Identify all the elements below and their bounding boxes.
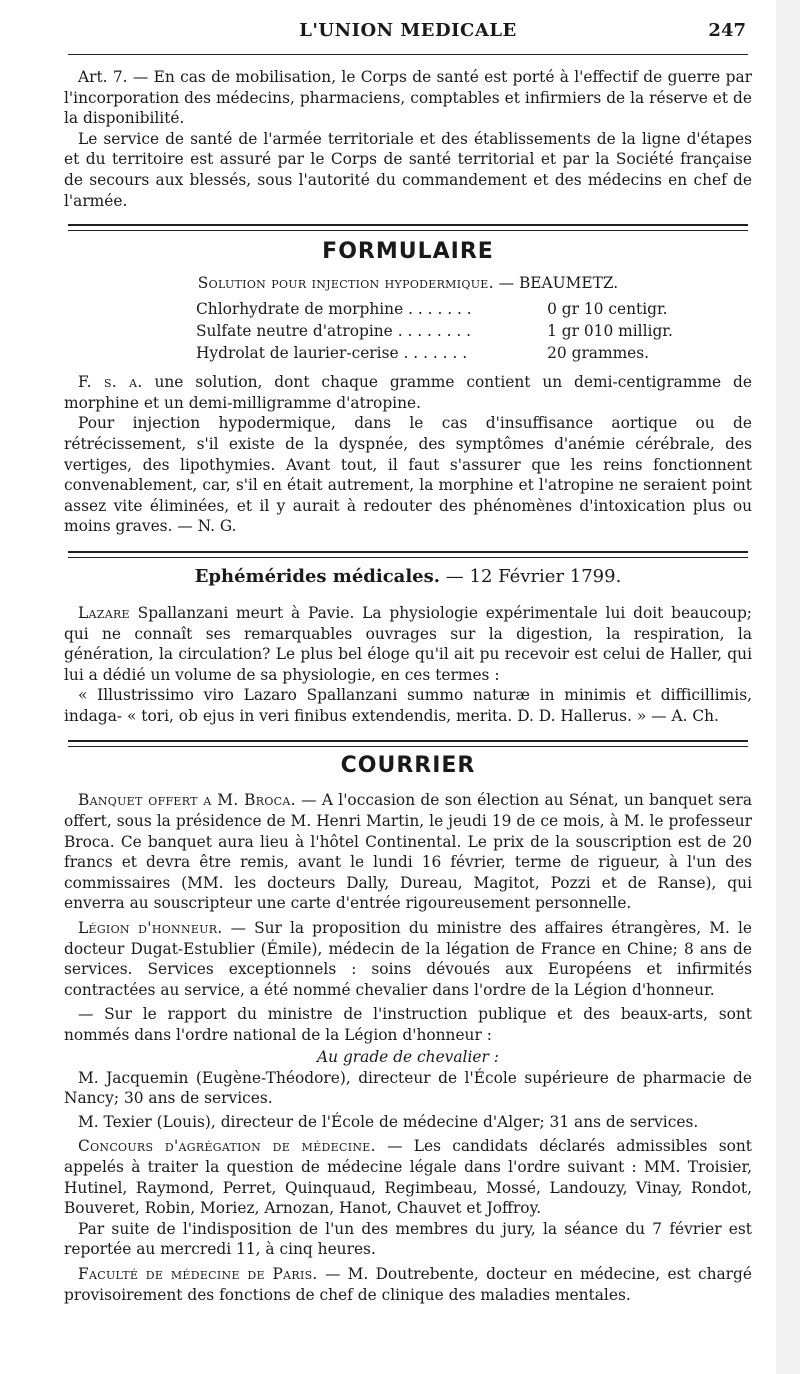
art7-text-1: En cas de mobilisation, le Corps de santé est porté à l'effectif de guerre par l'incorporation des médecins, pharmaciens, comptables et infirmiers de la réserve et de la disponibilité. bbox=[64, 68, 752, 128]
page-number: 247 bbox=[708, 20, 746, 41]
prescription-row bbox=[196, 298, 696, 320]
ephemerides-title bbox=[64, 566, 752, 587]
ingredient-name: Hydrolat de laurier-cerise . . . . . . . bbox=[196, 344, 468, 363]
formulaire-title: FORMULAIRE bbox=[322, 239, 494, 265]
banquet-lead: Banquet offert a M. Broca. bbox=[78, 791, 296, 810]
courrier-section bbox=[64, 753, 752, 1305]
ephemerides-paragraph bbox=[64, 603, 752, 685]
article-7 bbox=[64, 67, 752, 211]
page-header bbox=[64, 0, 752, 54]
ingredient-name: Sulfate neutre d'atropine . . . . . . . . bbox=[196, 322, 472, 341]
art7-paragraph-1 bbox=[64, 67, 752, 129]
courrier-paragraph-banquet bbox=[64, 790, 752, 914]
ingredient-quantity: 1 gr 010 milligr. bbox=[547, 322, 673, 341]
formulaire-paragraph-1 bbox=[64, 372, 752, 413]
faculte-lead: Faculté de médecine de Paris. bbox=[78, 1264, 318, 1283]
scan-edge bbox=[776, 0, 800, 1374]
formulaire-subtitle-lead: Solution pour injection hypodermique. bbox=[197, 274, 494, 293]
ingredient-quantity: 0 gr 10 centigr. bbox=[547, 300, 668, 319]
courrier-paragraph-concours bbox=[64, 1136, 752, 1218]
ephemerides-section bbox=[64, 566, 752, 727]
faculte-text: — M. Doutrebente, docteur en médecine, est chargé provisoirement des fonctions de chef de clinique des maladies mentales. bbox=[64, 1264, 752, 1304]
courrier-paragraph-texier: M. Texier (Louis), directeur de l'École de médecine d'Alger; 31 ans de services. bbox=[78, 1112, 699, 1131]
formulaire-text-1: une solution, dont chaque gramme contient un demi-centigramme de morphine et un demi-milligramme d'atropine. bbox=[64, 373, 752, 412]
ephemerides-lead: Lazare bbox=[78, 603, 130, 622]
banquet-text: — A l'occasion de son élection au Sénat, un banquet sera offert, sous la présidence de M. Henri Martin, le jeudi 19 de ce mois, à M. le professeur Broca. Ce banquet aura lieu à l'hôtel Continental. Le prix de la souscription est de 20 francs et devra être remis, avant le lundi 16 février, terme de rigueur, à l'un des commissaires (MM. les docteurs Dally, Dureau, Magitot, Pozzi et de Ranse), qui enverra au souscripteur une carte d'entrée rigoureusement personnelle. bbox=[64, 791, 752, 913]
courrier-title: COURRIER bbox=[340, 753, 476, 779]
concours-text: — Les candidats déclarés admissibles sont appelés à traiter la question de médecine légale dans l'ordre suivant : MM. Troisier, Hutinel, Raymond, Perret, Quinquaud, Regimbeau, Mossé, Landouzy, Vinay, Rondot, Bouveret, Robin, Moriez, Arnozan, Hanot, Chauvet et Joffroy. bbox=[64, 1137, 752, 1218]
courrier-paragraph-rapport: — Sur le rapport du ministre de l'instruction publique et des beaux-arts, sont nommés dans l'ordre national de la Légion d'honneur : bbox=[64, 1005, 752, 1044]
page-content bbox=[64, 0, 752, 1305]
ephemerides-text: Spallanzani meurt à Pavie. La physiologie expérimentale lui doit beaucoup; qui ne connaît ses remarquables ouvrages sur la digestion, la respiration, la génération, la circulation? Le plus bel éloge qu'il ait pu recevoir est celui de Haller, qui lui a dédié un volume de sa physiologie, en ces termes : bbox=[64, 603, 752, 684]
formulaire-paragraph-2: Pour injection hypodermique, dans le cas d'insuffisance aortique ou de rétrécissement, s'il existe de la dyspnée, des symptômes d'anémie cérébrale, des vertiges, des lipothymies. Avant tout, il faut s'assurer que les reins fonctionnent convenablement, car, s'il en était autrement, la morphine et l'atropine ne seraient point assez vite éliminées, et il y aurait à redouter des phénomènes d'intoxication plus ou moins graves. — N. G. bbox=[64, 414, 752, 536]
courrier-paragraph-faculte bbox=[64, 1264, 752, 1305]
section-rule-ephemerides bbox=[68, 551, 748, 558]
prescription-row bbox=[196, 342, 696, 364]
concours-lead: Concours d'agrégation de médecine. bbox=[78, 1137, 376, 1156]
section-rule-formulaire bbox=[68, 224, 748, 231]
legion-lead: Légion d'honneur. bbox=[78, 919, 223, 938]
running-title: L'UNION MEDICALE bbox=[299, 20, 517, 41]
art7-lead: Art. 7. — bbox=[78, 68, 149, 86]
ephemerides-date: — 12 Février 1799. bbox=[445, 565, 622, 587]
prescription-table bbox=[196, 298, 696, 364]
courrier-paragraph-jury: Par suite de l'indisposition de l'un des membres du jury, la séance du 7 février est reportée au mercredi 11, à cinq heures. bbox=[64, 1219, 752, 1259]
formulaire-section bbox=[64, 239, 752, 537]
art7-paragraph-2: Le service de santé de l'armée territoriale et des établissements de la ligne d'étapes et du territoire est assuré par le Corps de santé territorial et par la Société française de secours aux blessés, sous l'autorité du commandement et des médecins en chef de l'armée. bbox=[64, 129, 752, 210]
ingredient-name: Chlorhydrate de morphine . . . . . . . bbox=[196, 300, 472, 319]
ingredient-quantity: 20 grammes. bbox=[547, 344, 650, 363]
haller-quote: « Illustrissimo viro Lazaro Spallanzani summo naturæ in minimis et difficillimis, indaga- « tori, ob ejus in veri finibus extendendis, merita. D. D. Hallerus. » — A. Ch. bbox=[64, 686, 752, 725]
formulaire-subtitle-author: — BEAUMETZ. bbox=[498, 274, 619, 293]
formulaire-lead: F. s. a. bbox=[78, 373, 143, 392]
ephemerides-heading: Ephémérides médicales. bbox=[194, 565, 441, 587]
legion-text: — Sur la proposition du ministre des affaires étrangères, M. le docteur Dugat-Estublier (Émile), médecin de la légation de France en Chine; 8 ans de services. Services exceptionnels : soins dévoués aux Européens et infirmités contractées au service, a été nommé chevalier dans l'ordre de la Légion d'honneur. bbox=[64, 919, 752, 999]
prescription-row bbox=[196, 320, 696, 342]
courrier-paragraph-jacquemin: M. Jacquemin (Eugène-Théodore), directeur de l'École supérieure de pharmacie de Nancy; 30 ans de services. bbox=[64, 1068, 752, 1108]
grade-heading: Au grade de chevalier : bbox=[317, 1047, 499, 1066]
courrier-paragraph-legion bbox=[64, 918, 752, 1000]
formulaire-subtitle bbox=[64, 274, 752, 292]
section-rule-courrier bbox=[68, 740, 748, 747]
